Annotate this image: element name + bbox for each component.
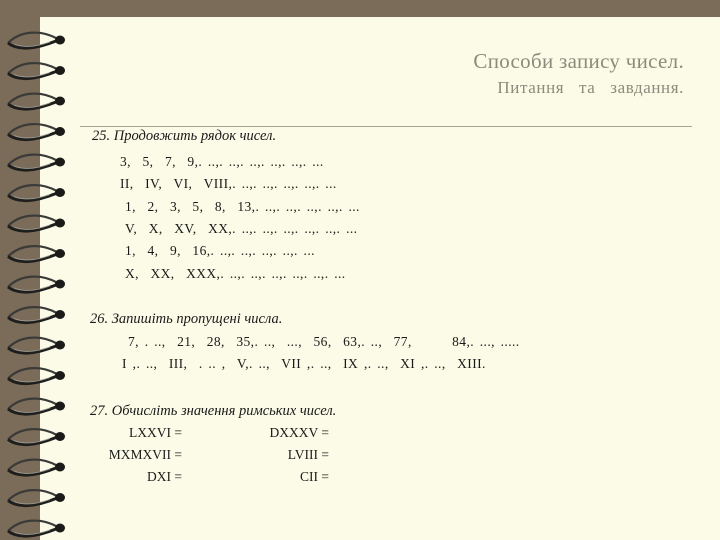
spiral-ring bbox=[8, 429, 65, 444]
task-26-row-2: I ,. .., III, . .. , V,. .., VII ,. .., IX ,. .., XI ,. .., XIII. bbox=[122, 356, 486, 371]
task-25-row-3: 1, 2, 3, 5, 8, 13,. ..,. ..,. ..,. ..,. ... bbox=[125, 199, 360, 214]
task-27-title: 27. Обчисліть значення римських чисел. bbox=[90, 403, 337, 419]
task-25-row-2: II, IV, VI, VIII,. ..,. ..,. ..,. ..,. ... bbox=[120, 176, 337, 191]
spiral-ring bbox=[8, 63, 65, 78]
task-25-row-1: 3, 5, 7, 9,. ..,. ..,. ..,. ..,. ..,. ... bbox=[120, 154, 324, 169]
spiral-ring bbox=[8, 246, 65, 261]
spiral-ring bbox=[8, 521, 65, 536]
spiral-ring bbox=[8, 33, 65, 48]
task-25-title: 25. Продовжить рядок чисел. bbox=[92, 128, 277, 144]
task-25-row-4: V, X, XV, XX,. ..,. ..,. ..,. ..,. ..,. ... bbox=[125, 221, 358, 236]
spiral-ring bbox=[8, 338, 65, 353]
task-27-right-1: DXXXV = bbox=[269, 425, 329, 440]
spiral-ring bbox=[8, 307, 65, 322]
spiral-ring bbox=[8, 155, 65, 170]
task-25-row-5: 1, 4, 9, 16,. ..,. ..,. ..,. ..,. ... bbox=[125, 243, 315, 258]
task-27-left-3: DXI = bbox=[147, 469, 182, 484]
spiral-ring bbox=[8, 277, 65, 292]
page-subtitle: Питання та завдання. bbox=[497, 78, 684, 97]
spiral-ring bbox=[8, 490, 65, 505]
spiral-ring bbox=[8, 94, 65, 109]
task-27-right-2: LVIII = bbox=[287, 447, 329, 462]
task-27-left-2: MXMXVII = bbox=[108, 447, 182, 462]
spiral-ring bbox=[8, 368, 65, 383]
task-27-right-3: CII = bbox=[300, 469, 329, 484]
spiral-ring bbox=[8, 216, 65, 231]
page-title: Способи запису чисел. bbox=[473, 49, 684, 73]
task-27-left-1: LXXVI = bbox=[129, 425, 182, 440]
spiral-ring bbox=[8, 460, 65, 475]
spiral-ring bbox=[8, 124, 65, 139]
task-25-row-6: X, XX, XXX,. ..,. ..,. ..,. ..,. ..,. ... bbox=[125, 266, 346, 281]
task-26-row-1: 7, . .., 21, 28, 35,. .., ..., 56, 63,. .., 77, 84,. ..., ..... bbox=[128, 334, 520, 349]
title-divider bbox=[80, 126, 692, 127]
spiral-binding bbox=[0, 0, 80, 540]
task-26-title: 26. Запишіть пропущені числа. bbox=[90, 311, 283, 327]
spiral-ring bbox=[8, 399, 65, 414]
spiral-ring bbox=[8, 185, 65, 200]
